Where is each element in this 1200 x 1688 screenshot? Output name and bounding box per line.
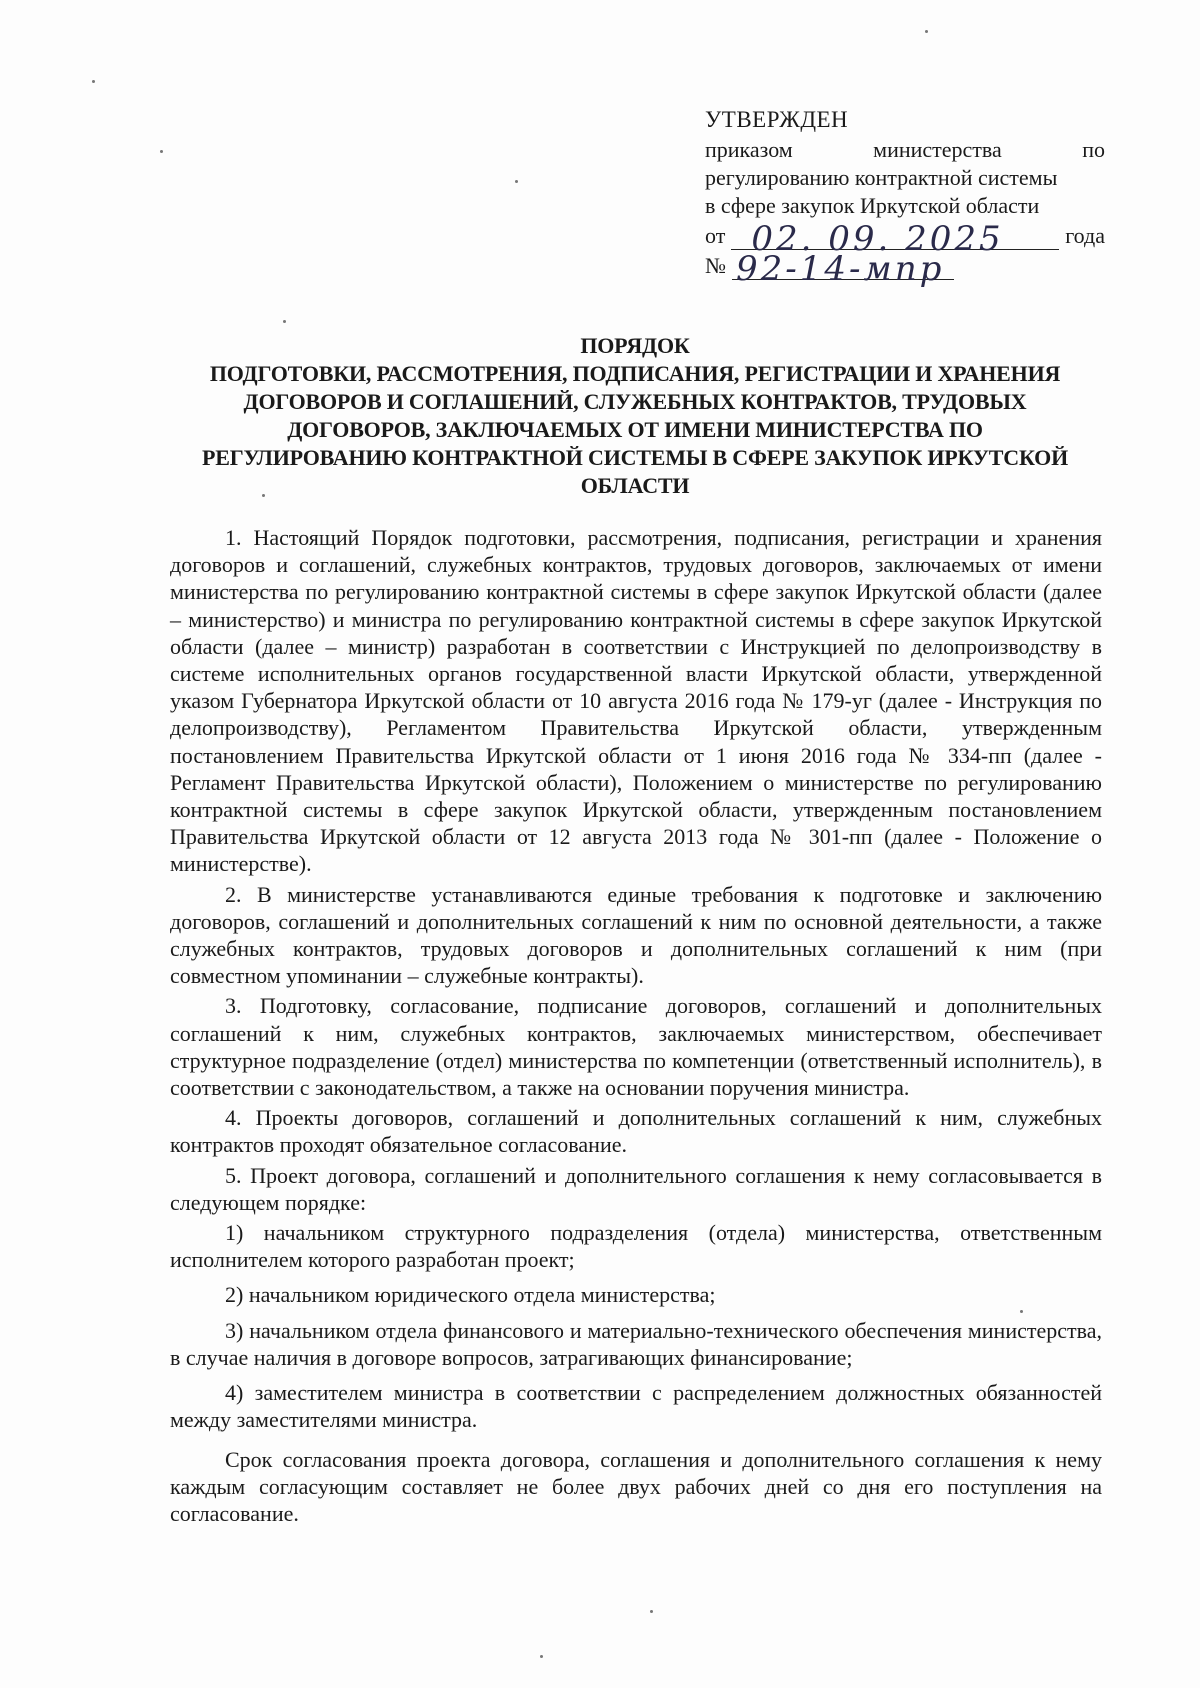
approval-line-1: приказом министерства по: [705, 137, 1105, 162]
document-body: [170, 524, 1102, 1530]
heading-line-4: ДОГОВОРОВ, ЗАКЛЮЧАЕМЫХ ОТ ИМЕНИ МИНИСТЕРСТВА ПО: [287, 417, 983, 442]
approval-block: [705, 106, 1105, 289]
handwritten-date: 02. 09. 2025: [751, 219, 1004, 259]
heading-line-1: ПОРЯДОК: [580, 333, 690, 358]
scan-speck: [925, 30, 928, 33]
scan-speck: [540, 1655, 543, 1658]
paragraph-4: 4. Проекты договоров, соглашений и дополнительных соглашений к ним, служебных контрактов проходят обязательное согласование.: [170, 1105, 1102, 1158]
number-prefix: №: [705, 253, 726, 278]
heading-line-6: ОБЛАСТИ: [580, 473, 690, 498]
paragraph-deadline: Срок согласования проекта договора, соглашения и дополнительного соглашения к нему каждым согласующим составляет не более двух рабочих дней со дня его поступления на согласование.: [170, 1446, 1102, 1526]
approval-title: УТВЕРЖДЕН: [705, 107, 849, 132]
heading-line-3: ДОГОВОРОВ И СОГЛАШЕНИЙ, СЛУЖЕБНЫХ КОНТРАКТОВ, ТРУДОВЫХ: [243, 389, 1027, 414]
paragraph-2: 2. В министерстве устанавливаются единые требования к подготовке и заключению договоров, соглашений и дополнительных соглашений к ним по основной деятельности, а также служебных контрактов, трудовых договоров и дополнительных соглашений к ним (при совместном упоминании – служебные контракты).: [170, 881, 1102, 989]
list-item-2: 2) начальником юридического отдела министерства;: [225, 1282, 716, 1308]
scan-speck: [283, 320, 286, 323]
heading-line-2: ПОДГОТОВКИ, РАССМОТРЕНИЯ, ПОДПИСАНИЯ, РЕГИСТРАЦИИ И ХРАНЕНИЯ: [209, 361, 1061, 386]
handwritten-number: 92-14-мпр: [736, 249, 945, 289]
list-item-1: 1) начальником структурного подразделения (отдела) министерства, ответственным исполнителем которого разработан проект;: [170, 1220, 1102, 1273]
approval-line-3: в сфере закупок Иркутской области: [705, 193, 1040, 218]
list-item-3: 3) начальником отдела финансового и материально-технического обеспечения министерства, в случае наличия в договоре вопросов, затрагивающих финансирование;: [170, 1317, 1102, 1370]
approval-date-row: [705, 219, 1105, 259]
scan-speck: [160, 150, 163, 153]
scan-speck: [650, 1610, 653, 1613]
paragraph-3: 3. Подготовку, согласование, подписание договоров, соглашений и дополнительных соглашений к ним, служебных контрактов, заключаемых министерством, обеспечивает структурное подразделение (отдел) министерства по компетенции (ответственный исполнитель), в соответствии с законодательством, а также на основании поручения министра.: [170, 993, 1102, 1101]
number-field: [732, 249, 954, 289]
document-heading: [160, 332, 1110, 500]
date-prefix: от: [705, 223, 726, 248]
scan-speck: [515, 180, 518, 183]
list-item-4: 4) заместителем министра в соответствии с распределением должностных обязанностей между заместителями министра.: [170, 1380, 1102, 1433]
heading-line-5: РЕГУЛИРОВАНИЮ КОНТРАКТНОЙ СИСТЕМЫ В СФЕРЕ ЗАКУПОК ИРКУТСКОЙ: [201, 445, 1068, 470]
scan-speck: [92, 80, 95, 83]
date-suffix: года: [1065, 223, 1105, 248]
paragraph-5: 5. Проект договора, соглашений и дополнительного соглашения к нему согласовывается в следующем порядке:: [170, 1162, 1102, 1215]
approval-number-row: [705, 249, 1105, 289]
paragraph-1: 1. Настоящий Порядок подготовки, рассмотрения, подписания, регистрации и хранения договоров и соглашений, служебных контрактов, трудовых договоров, заключаемых от имени министерства по регулированию контрактной системы в сфере закупок Иркутской области (далее – министерство) и министра по регулированию контрактной системы в сфере закупок Иркутской области (далее – министр) разработан в соответствии с Инструкцией по делопроизводству в системе исполнительных органов государственной власти Иркутской области, утвержденной указом Губернатора Иркутской области от 10 августа 2016 года № 179-уг (далее - Инструкция по делопроизводству), Регламентом Правительства Иркутской области, утвержденным постановлением Правительства Иркутской области от 1 июня 2016 года № 334-пп (далее - Регламент Правительства Иркутской области), Положением о министерстве по регулированию контрактной системы в сфере закупок Иркутской области, утвержденным постановлением Правительства Иркутской области от 12 августа 2013 года № 301-пп (далее - Положение о министерстве).: [170, 525, 1102, 877]
date-field: [731, 219, 1059, 259]
approval-line-2: регулированию контрактной системы: [705, 165, 1058, 190]
